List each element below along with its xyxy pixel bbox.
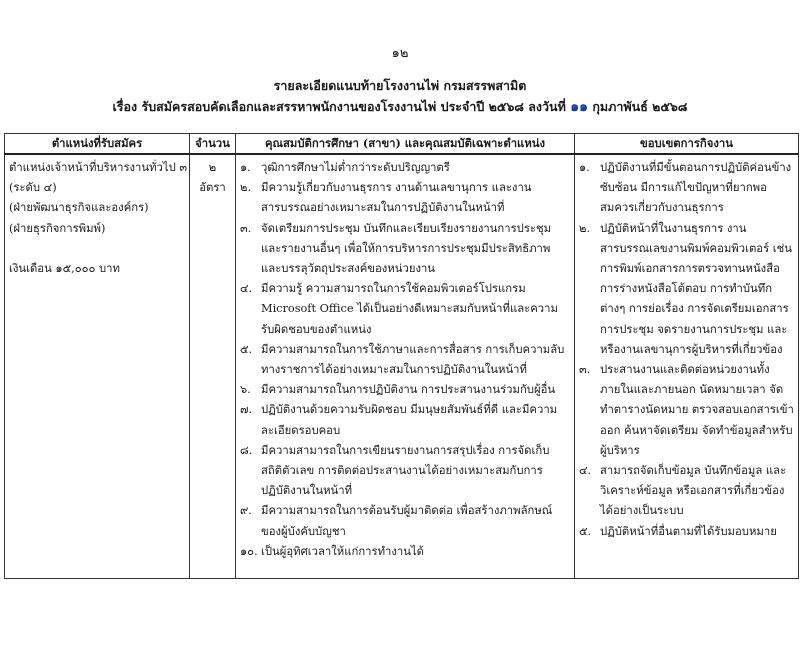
header-count: จำนวน bbox=[190, 134, 236, 155]
item-text: เป็นผู้อุทิศเวลาให้แก่การทำงานได้ bbox=[261, 544, 424, 558]
subject-text: รับสมัครสอบคัดเลือกและสรรหาพนักงานของโรงงานไพ่ ประจำปี ๒๕๖๘ ลงวันที่ bbox=[141, 99, 566, 114]
item-text: มีความสามารถในการปฏิบัติงาน การประสานงานร่วมกับผู้อื่น bbox=[261, 383, 556, 397]
qualification-item bbox=[240, 441, 570, 502]
item-text: วุฒิการศึกษาไม่ต่ำกว่าระดับปริญญาตรี bbox=[261, 161, 450, 174]
item-text: มีความรู้ ความสามารถในการใช้คอมพิวเตอร์โปรแกรม Microsoft Office ได้เป็นอย่างดีเหมาะสมกับหน้าที่และความรับผิดชอบของตำแหน่ง bbox=[261, 282, 558, 336]
item-text: ปฏิบัติงานด้วยความรับผิดชอบ มีมนุษยสัมพันธ์ที่ดี และมีความละเอียดรอบคอบ bbox=[261, 403, 558, 437]
item-number: ๑๐. bbox=[240, 544, 258, 558]
qualification-item bbox=[240, 340, 570, 380]
header-position: ตำแหน่งที่รับสมัคร bbox=[5, 134, 190, 155]
qualification-item bbox=[240, 501, 570, 541]
position-department: (ฝ่ายพัฒนาธุรกิจและองค์กร) bbox=[9, 201, 149, 215]
page-number: ๑๒ bbox=[391, 46, 409, 61]
count-unit: อัตรา bbox=[199, 181, 226, 195]
qualification-item bbox=[240, 158, 570, 178]
header-qualifications: คุณสมบัติการศึกษา (สาขา) และคุณสมบัติเฉพาะตำแหน่ง bbox=[236, 134, 575, 155]
count-value: ๒ bbox=[208, 161, 217, 174]
item-text: มีความสามารถในการเขียนรายงานการสรุปเรื่อง การจัดเก็บสถิติตัวเลข การติดต่อประสานงานได้อย่างเหมาะสมกับการปฏิบัติงานในหน้าที่ bbox=[261, 443, 550, 498]
item-number: ๑. bbox=[240, 161, 251, 174]
item-number: ๗. bbox=[240, 403, 253, 417]
item-number: ๔. bbox=[579, 464, 592, 478]
position-title: ตำแหน่งเจ้าหน้าที่บริหารงานทั่วไป ๓ bbox=[9, 161, 188, 174]
qualification-item bbox=[240, 178, 570, 218]
qualification-item bbox=[240, 219, 570, 280]
qualification-item bbox=[240, 279, 570, 340]
qualifications-cell bbox=[236, 154, 575, 579]
recruitment-table bbox=[4, 133, 799, 579]
item-number: ๒. bbox=[579, 221, 591, 235]
item-text: ประสานงานและติดต่อหน่วยงานทั้งภายในและภายนอก นัดหมายเวลา จัดทำตารางนัดหมาย ตรวจสอบเอกสารเข้าออก ค้นหาจัดเตรียม จัดทำข้อมูลสำหรับผู้บริหาร bbox=[600, 363, 794, 457]
qualification-item bbox=[240, 380, 570, 400]
item-number: ๒. bbox=[240, 181, 252, 195]
item-text: ปฏิบัติงานที่มีขั้นตอนการปฏิบัติค่อนข้างซับซ้อน มีการแก้ไขปัญหาที่ยากพอสมควรเกี่ยวกับงานธุรการ bbox=[600, 161, 792, 215]
item-number: ๓. bbox=[240, 221, 252, 235]
scope-item bbox=[579, 522, 794, 542]
document-title: รายละเอียดแนบท้ายโรงงานไพ่ กรมสรรพสามิต bbox=[273, 78, 527, 93]
item-text: มีความสามารถในการต้อนรับผู้มาติดต่อ เพื่อสร้างภาพลักษณ์ของผู้บังคับบัญชา bbox=[261, 504, 553, 538]
scope-item bbox=[579, 360, 794, 461]
scope-item bbox=[579, 461, 794, 522]
position-salary: เงินเดือน ๑๕,๐๐๐ บาท bbox=[9, 261, 120, 275]
item-text: มีความสามารถในการใช้ภาษาและการสื่อสาร การเก็บความลับทางราชการได้อย่างเหมาะสมในการปฏิบัติงานในหน้าที่ bbox=[261, 342, 565, 377]
scope-cell bbox=[575, 154, 799, 579]
item-text: ปฏิบัติหน้าที่ในงานธุรการ งานสารบรรณเลขงานพิมพ์คอมพิวเตอร์ เช่น การพิมพ์เอกสารการตรวจทานหนังสือ การร่างหนังสือโต้ตอบ การทำบันทึกต่างๆ การย่อเรื่อง การจัดเตรียมเอกสารการประชุม จดรายงานการประชุม และหรืองานเลขานุการผู้บริหารที่เกี่ยวข้อง bbox=[600, 221, 792, 356]
item-number: ๔. bbox=[240, 282, 253, 296]
document-subject bbox=[0, 96, 800, 118]
item-text: มีความรู้เกี่ยวกับงานธุรการ งานด้านเลขานุการ และงานสารบรรณอย่างเหมาะสมในการปฏิบัติงานในหน้าที่ bbox=[261, 181, 532, 215]
item-number: ๘. bbox=[240, 443, 253, 457]
position-department: (ฝ่ายธุรกิจการพิมพ์) bbox=[9, 221, 106, 235]
item-number: ๕. bbox=[579, 524, 592, 538]
subject-day: ๑๑ bbox=[570, 99, 588, 115]
item-text: สามารถจัดเก็บข้อมูล บันทึกข้อมูล และวิเคราะห์ข้อมูล หรือเอกสารที่เกี่ยวข้องได้อย่างเป็นระบบ bbox=[600, 464, 787, 518]
scope-item bbox=[579, 158, 794, 219]
item-text: ปฏิบัติหน้าที่อื่นตามที่ได้รับมอบหมาย bbox=[600, 524, 777, 538]
subject-label: เรื่อง bbox=[112, 99, 138, 114]
subject-month-year: กุมภาพันธ์ ๒๕๖๘ bbox=[592, 99, 688, 114]
position-level: (ระดับ ๔) bbox=[9, 181, 57, 195]
header-scope: ขอบเขตการกิจงาน bbox=[575, 134, 799, 155]
table-header-row bbox=[5, 134, 799, 155]
item-number: ๑. bbox=[579, 161, 590, 174]
qualification-item bbox=[240, 400, 570, 440]
qualification-item bbox=[240, 542, 570, 562]
item-text: จัดเตรียมการประชุม บันทึกและเรียบเรียงรายงานการประชุมและรายงานอื่นๆ เพื่อให้การบริหารการประชุมมีประสิทธิภาพและบรรลุวัตถุประสงค์ของหน่วยงาน bbox=[261, 221, 552, 276]
item-number: ๖. bbox=[240, 383, 251, 397]
position-cell bbox=[5, 154, 190, 579]
item-number: ๕. bbox=[240, 342, 253, 356]
scope-item bbox=[579, 219, 794, 360]
item-number: ๙. bbox=[240, 504, 252, 518]
table-row bbox=[5, 154, 799, 579]
count-cell bbox=[190, 154, 236, 579]
item-number: ๓. bbox=[579, 363, 591, 377]
